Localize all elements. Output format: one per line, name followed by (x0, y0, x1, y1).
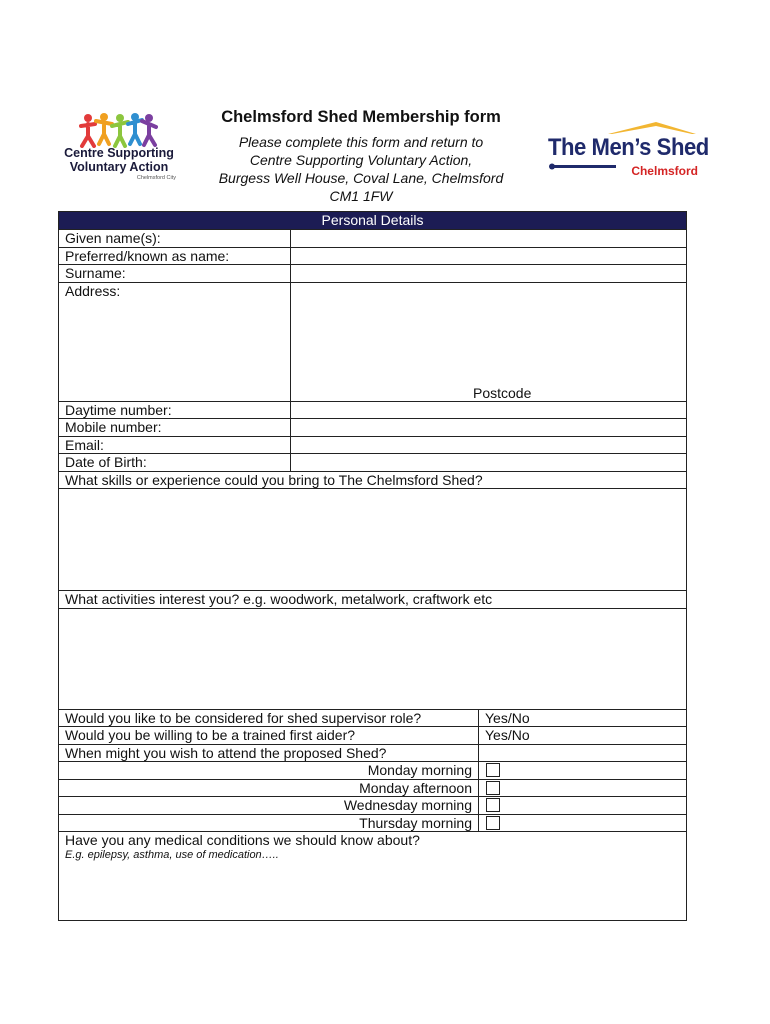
field-row-mobile-number (59, 418, 686, 436)
preferred-name-label: Preferred/known as name: (59, 248, 291, 265)
field-row-address (59, 282, 686, 401)
day-row-monday-morning (59, 761, 686, 779)
csva-logo (60, 112, 178, 184)
postcode-label: Postcode (473, 384, 532, 401)
field-row-preferred-name (59, 247, 686, 265)
medical-hint: E.g. epilepsy, asthma, use of medication….. (65, 849, 279, 861)
skills-answer-field[interactable] (59, 488, 686, 590)
supervisor-yes-no[interactable]: Yes/No (485, 709, 530, 726)
attend-question-row (59, 744, 686, 762)
field-row-date-of-birth (59, 453, 686, 471)
checkbox-thursday-morning[interactable] (486, 816, 500, 830)
day-row-monday-afternoon (59, 779, 686, 797)
supervisor-question: Would you like to be considered for shed supervisor role? (59, 710, 479, 727)
section-header-personal-details: Personal Details (59, 212, 686, 229)
checkbox-monday-afternoon[interactable] (486, 781, 500, 795)
date-of-birth-label: Date of Birth: (59, 454, 291, 471)
org-subtitle: Chelmsford City (136, 175, 176, 181)
activities-answer-field[interactable] (59, 608, 686, 709)
day-label-wednesday-morning: Wednesday morning (59, 797, 479, 814)
instruction-line-4: CM1 1FW (329, 188, 393, 204)
org-name-line2: Voluntary Action (69, 160, 169, 174)
given-name-label: Given name(s): (59, 230, 291, 247)
preferred-name-field[interactable] (291, 248, 686, 265)
day-label-thursday-morning: Thursday morning (59, 815, 479, 832)
email-field[interactable] (291, 437, 686, 454)
first-aider-question: Would you be willing to be a trained first aider? (59, 727, 479, 744)
instruction-line-3: Burgess Well House, Coval Lane, Chelmsford (218, 170, 504, 186)
mobile-number-field[interactable] (291, 419, 686, 436)
day-label-monday-morning: Monday morning (59, 762, 479, 779)
field-row-given-name (59, 229, 686, 247)
title-block (196, 108, 526, 205)
medical-question: Have you any medical conditions we should know about? (65, 832, 420, 848)
day-checkbox-cell (479, 762, 686, 779)
checkbox-monday-morning[interactable] (486, 763, 500, 777)
first-aider-question-row (59, 726, 686, 744)
day-label-monday-afternoon: Monday afternoon (59, 780, 479, 797)
membership-form (58, 211, 687, 921)
day-row-thursday-morning (59, 814, 686, 832)
day-checkbox-cell (479, 815, 686, 832)
checkbox-wednesday-morning[interactable] (486, 798, 500, 812)
email-label: Email: (59, 437, 291, 454)
first-aider-yes-no[interactable]: Yes/No (485, 727, 530, 743)
people-figures-icon (78, 112, 158, 148)
org-name-line1: Centre Supporting (64, 146, 174, 160)
attend-blank (479, 745, 686, 762)
daytime-number-field[interactable] (291, 402, 686, 419)
mens-shed-logo (546, 120, 709, 182)
field-row-email (59, 436, 686, 454)
form-title: Chelmsford Shed Membership form (221, 108, 501, 126)
org-name (60, 146, 178, 174)
day-checkbox-cell (479, 797, 686, 814)
mobile-number-label: Mobile number: (59, 419, 291, 436)
shed-logo-text: The Men’s Shed (548, 134, 709, 161)
date-of-birth-field[interactable] (291, 454, 686, 471)
address-label: Address: (59, 283, 291, 401)
day-row-wednesday-morning (59, 796, 686, 814)
attend-question: When might you wish to attend the proposed Shed? (59, 745, 479, 762)
address-field[interactable] (291, 283, 686, 401)
shed-logo-subtext: Chelmsford (631, 164, 698, 178)
daytime-number-label: Daytime number: (59, 402, 291, 419)
field-row-surname (59, 264, 686, 282)
surname-label: Surname: (59, 265, 291, 282)
given-name-field[interactable] (291, 230, 686, 247)
field-row-daytime-number (59, 401, 686, 419)
instruction-line-1: Please complete this form and return to (238, 134, 484, 150)
instruction-line-2: Centre Supporting Voluntary Action, (249, 152, 473, 168)
day-checkbox-cell (479, 780, 686, 797)
skills-question: What skills or experience could you bring to The Chelmsford Shed? (59, 471, 686, 489)
surname-field[interactable] (291, 265, 686, 282)
medical-conditions-field[interactable] (59, 831, 686, 920)
activities-question: What activities interest you? e.g. woodwork, metalwork, craftwork etc (59, 590, 686, 608)
supervisor-question-row (59, 709, 686, 727)
